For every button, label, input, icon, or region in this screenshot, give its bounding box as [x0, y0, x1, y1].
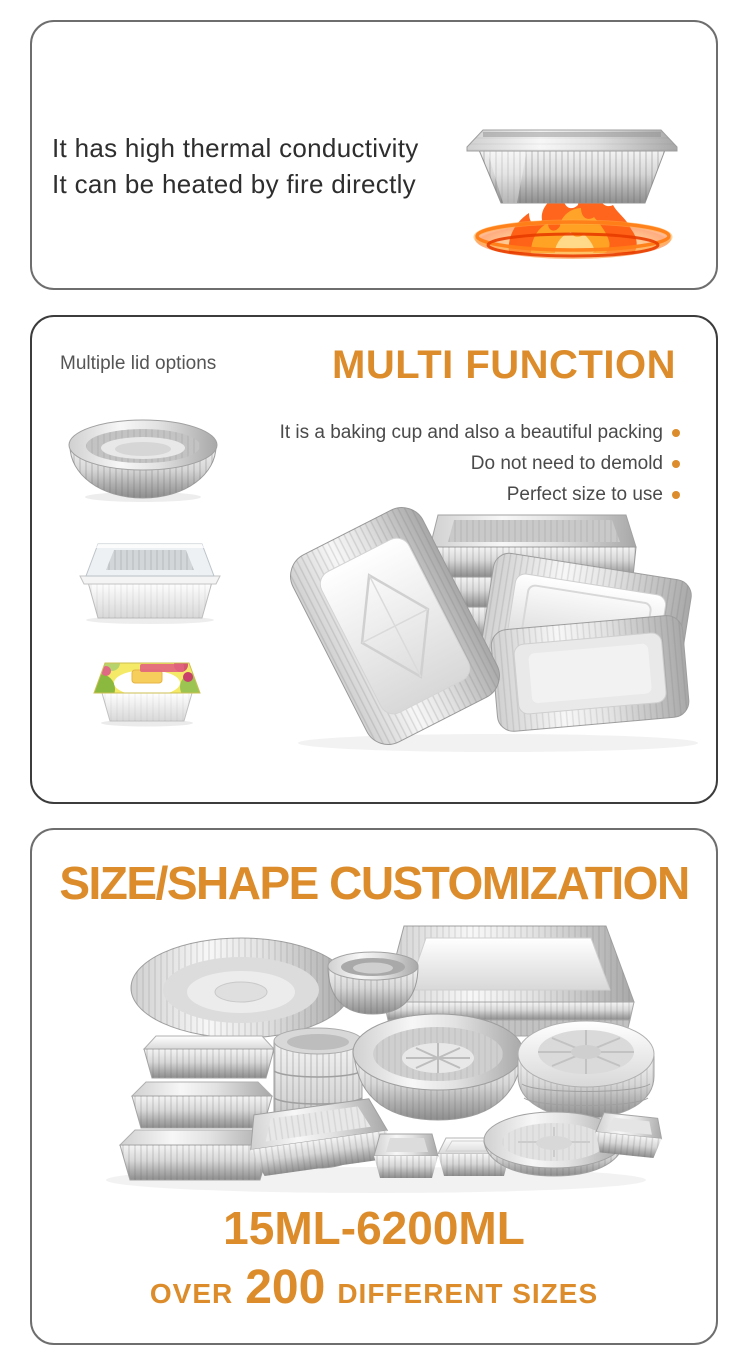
bullet-text: It is a baking cup and also a beautiful packing: [279, 422, 663, 443]
bullet-text: Do not need to demold: [470, 453, 663, 474]
sizes-count-line: [32, 1262, 716, 1320]
bullet-dot-icon: [672, 491, 680, 499]
assorted-foil-containers-image: [86, 906, 666, 1200]
bullet-dot-icon: [672, 460, 680, 468]
over-prefix-text: OVER: [149, 1278, 234, 1309]
size-customization-section: [30, 828, 718, 1345]
thermal-conductivity-section: [30, 20, 718, 290]
over-suffix-text: DIFFERENT SIZES: [337, 1278, 599, 1309]
volume-range-text: 15ML-6200ML: [223, 1202, 525, 1254]
stacked-foil-containers-image: [278, 503, 718, 755]
bullet-text: Perfect size to use: [506, 484, 663, 505]
bullet-item: [280, 448, 680, 479]
thermal-text: [52, 130, 419, 202]
multiple-lid-options-label: Multiple lid options: [60, 353, 217, 374]
multi-function-title: MULTI FUNCTION: [332, 343, 676, 387]
bullet-dot-icon: [672, 429, 680, 437]
size-customization-title: SIZE/SHAPE CUSTOMIZATION: [59, 857, 689, 909]
multi-function-section: [30, 315, 718, 804]
thermal-line-1: It has high thermal conductivity: [52, 133, 419, 163]
round-foil-bowl-image: [65, 409, 221, 503]
thermal-line-2: It can be heated by fire directly: [52, 169, 416, 199]
container-printed-lid-image: [84, 657, 210, 727]
bullet-item: [280, 417, 680, 448]
rect-container-clear-lid-image: [70, 533, 230, 625]
sizes-count-number: 200: [245, 1261, 326, 1314]
feature-bullet-list: [280, 417, 680, 510]
foil-container-over-fire-image: [457, 117, 687, 267]
